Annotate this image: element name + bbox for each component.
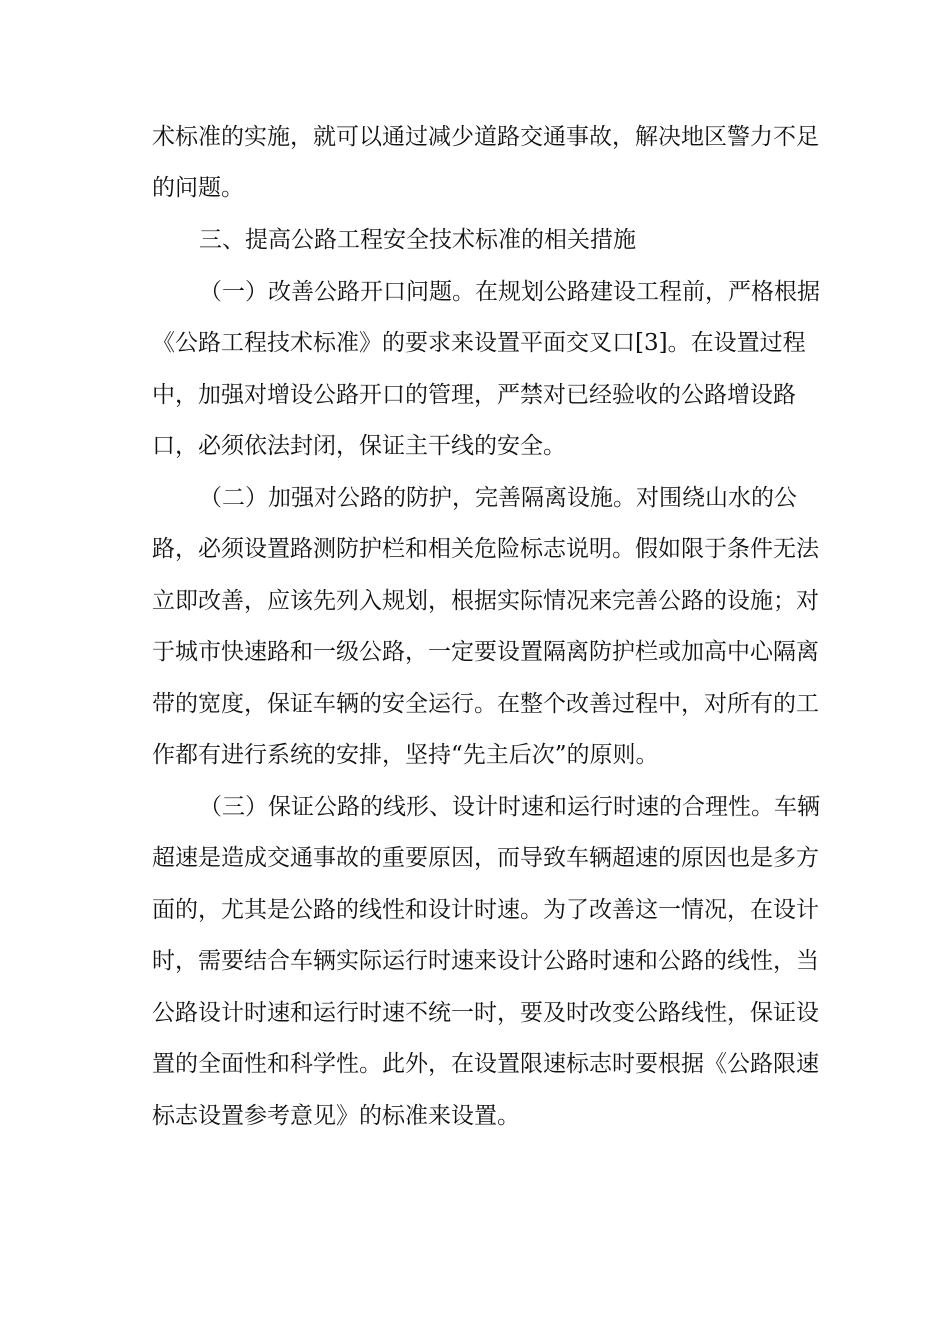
body-text-line: 《公路工程技术标准》的要求来设置平面交叉口[3]。在设置过程 [152, 330, 806, 356]
body-text-line: 带的宽度，保证车辆的安全运行。在整个改善过程中，对所有的工 [152, 691, 819, 717]
body-text-line: 于城市快速路和一级公路，一定要设置隔离防护栏或加高中心隔离 [152, 639, 819, 665]
body-text-line: 标志设置参考意见》的标准来设置。 [152, 1103, 520, 1129]
body-text-line: 作都有进行系统的安排，坚持“先主后次”的原则。 [152, 742, 659, 768]
body-text-line: 面的，尤其是公路的线性和设计时速。为了改善这一情况，在设计 [152, 897, 819, 923]
body-text-line: （一）改善公路开口问题。在规划公路建设工程前，严格根据 [199, 279, 820, 305]
body-text-line: 中，加强对增设公路开口的管理，严禁对已经验收的公路增设路 [152, 382, 796, 408]
section-heading: 三、提高公路工程安全技术标准的相关措施 [199, 227, 636, 253]
body-text-line: （二）加强对公路的防护，完善隔离设施。对围绕山水的公 [199, 485, 797, 511]
body-text-line: 超速是造成交通事故的重要原因，而导致车辆超速的原因也是多方 [152, 845, 819, 871]
body-text-line: 立即改善，应该先列入规划，根据实际情况来完善公路的设施；对 [152, 588, 819, 614]
body-text-line: 置的全面性和科学性。此外，在设置限速标志时要根据《公路限速 [152, 1051, 819, 1077]
body-text-line: （三）保证公路的线形、设计时速和运行时速的合理性。车辆 [199, 794, 820, 820]
body-text-line: 口，必须依法封闭，保证主干线的安全。 [152, 433, 566, 459]
body-text-line: 的问题。 [152, 175, 244, 201]
body-text-line: 时，需要结合车辆实际运行时速来设计公路时速和公路的线性，当 [152, 948, 819, 974]
body-text-line: 公路设计时速和运行时速不统一时，要及时改变公路线性，保证设 [152, 1000, 819, 1026]
body-text-line: 术标准的实施，就可以通过减少道路交通事故，解决地区警力不足 [152, 124, 819, 150]
body-text-line: 路，必须设置路测防护栏和相关危险标志说明。假如限于条件无法 [152, 536, 819, 562]
